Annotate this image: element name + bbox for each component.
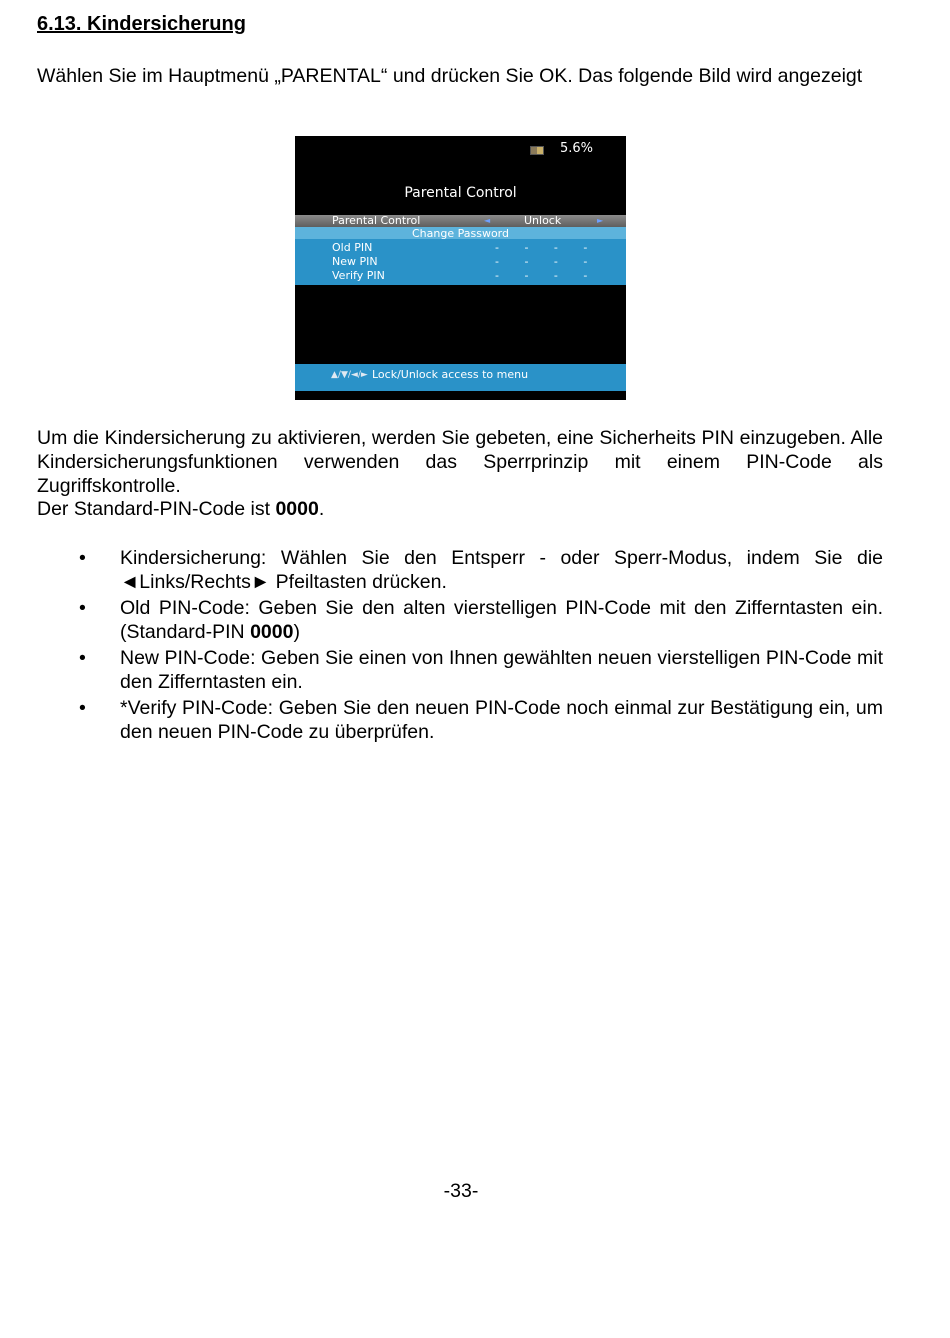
list-item-suffix: ) — [293, 621, 300, 643]
bullet-icon: • — [79, 647, 86, 669]
arrow-right-icon: ► — [597, 216, 604, 225]
parental-control-screenshot — [295, 136, 626, 400]
section-heading: 6.13. Kindersicherung — [37, 13, 246, 35]
page-number: -33- — [443, 1180, 479, 1202]
parental-control-row — [295, 215, 626, 227]
bullet-icon: • — [79, 697, 86, 719]
parental-control-value: Unlock — [524, 214, 562, 227]
navigation-keys-icon: ▲/▼/◄/► — [331, 370, 368, 380]
bullet-icon: • — [79, 547, 86, 569]
pin-paragraph: Um die Kindersicherung zu aktivieren, werden Sie gebeten, eine Sicherheits PIN einzugeben. Alle Kindersicherungsfunktionen verwenden das Sperrprinzip mit einem PIN-Code als Zugriffskontrolle. — [37, 427, 883, 497]
help-bar — [295, 364, 626, 391]
default-pin-paragraph — [37, 497, 883, 521]
verify-pin-value: - - - - — [495, 269, 599, 282]
list-item-code: 0000 — [250, 621, 294, 643]
list-item-text: Kindersicherung: Wählen Sie den Entsperr - oder Sperr-Modus, indem Sie die ◄Links/Rechts► Pfeiltasten drücken. — [120, 547, 883, 593]
list-item-text: New PIN-Code: Geben Sie einen von Ihnen gewählten neuen vierstelligen PIN-Code mit den Zifferntasten ein. — [120, 647, 883, 693]
verify-pin-label: Verify PIN — [332, 269, 385, 282]
new-pin-value: - - - - — [495, 255, 599, 268]
new-pin-label: New PIN — [332, 255, 378, 268]
old-pin-value: - - - - — [495, 241, 599, 254]
help-text: Lock/Unlock access to menu — [372, 368, 529, 381]
default-pin-code: 0000 — [275, 498, 319, 520]
verify-pin-row — [332, 269, 622, 282]
signal-icon — [530, 146, 544, 155]
screen-title: Parental Control — [404, 185, 517, 201]
intro-paragraph: Wählen Sie im Hauptmenü „PARENTAL“ und drücken Sie OK. Das folgende Bild wird angezeigt — [37, 65, 863, 87]
parental-control-label: Parental Control — [332, 214, 421, 227]
list-item-text: *Verify PIN-Code: Geben Sie den neuen PIN-Code noch einmal zur Bestätigung ein, um den neuen PIN-Code zu überprüfen. — [120, 697, 883, 743]
default-pin-suffix: . — [318, 498, 325, 520]
new-pin-row — [332, 255, 622, 268]
arrow-left-icon: ◄ — [484, 216, 491, 225]
list-item-text — [120, 596, 883, 644]
old-pin-label: Old PIN — [332, 241, 373, 254]
signal-value: 5.6% — [560, 141, 594, 156]
list-item-prefix: Old PIN-Code: Geben Sie den alten vierstelligen PIN-Code mit den Zifferntasten ein. (Standard-PIN — [120, 597, 883, 643]
bullet-icon: • — [79, 597, 86, 619]
default-pin-prefix: Der Standard-PIN-Code ist — [37, 498, 276, 520]
change-password-header: Change Password — [295, 227, 626, 239]
old-pin-row — [332, 241, 622, 254]
